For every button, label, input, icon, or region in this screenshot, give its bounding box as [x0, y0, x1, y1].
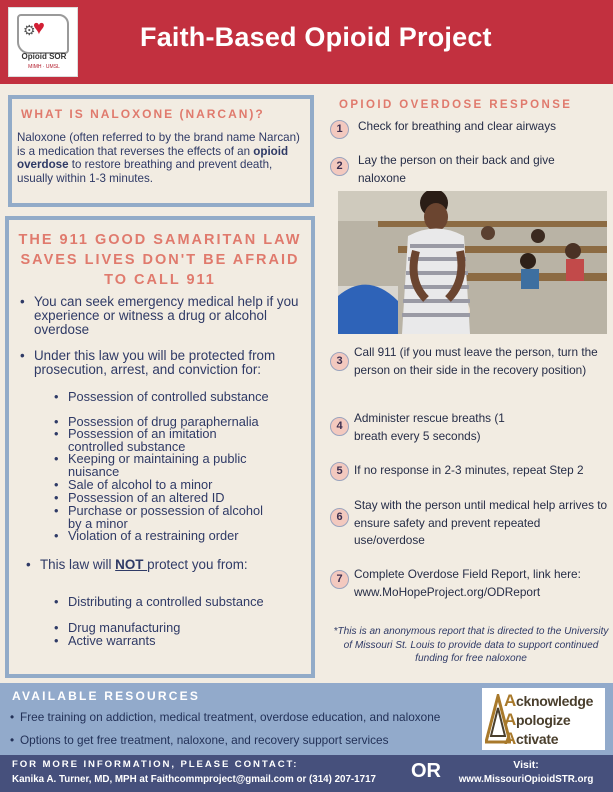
training-photo-illustration	[338, 191, 607, 334]
heading-line-2: SAVES LIVES DON'T BE AFRAID	[20, 252, 300, 268]
visit-label: Visit:	[513, 759, 539, 771]
naloxone-info-box	[8, 95, 314, 207]
not-suffix: protect you from:	[147, 557, 248, 572]
overdose-response-heading: OPIOID OVERDOSE RESPONSE	[339, 99, 573, 111]
list-item: • Free training on addiction, medical treatment, overdose education, and naloxone	[20, 711, 460, 723]
header-banner	[0, 0, 613, 84]
step-5-number: 5	[330, 462, 349, 481]
page-title: Faith-Based Opioid Project	[140, 22, 492, 52]
good-samaritan-heading	[9, 230, 311, 290]
list-item: • Drug manufacturing	[68, 622, 278, 635]
logo-text: Opioid SOR	[21, 52, 67, 61]
step-7-text: Complete Overdose Field Report, link here: www.MoHopeProject.org/ODReport	[354, 567, 581, 599]
contact-label: FOR MORE INFORMATION, PLEASE CONTACT:	[12, 759, 299, 770]
contact-footer	[0, 755, 613, 792]
aaa-word-activate	[504, 729, 558, 749]
list-item: • Possession of controlled substance	[68, 391, 278, 404]
contact-details: Kanika A. Turner, MD, MPH at Faithcommproject@gmail.com or (314) 207-1717	[12, 774, 376, 785]
heading-line-1: THE 911 GOOD SAMARITAN LAW	[18, 232, 302, 248]
step-2-text: Lay the person on their back and give naloxone	[358, 153, 555, 185]
aaa-word-apologize	[504, 710, 570, 730]
aaa-rest-1: cknowledge	[515, 693, 594, 709]
naloxone-text-end: to restore breathing and prevent death, usually within 1-3 minutes.	[17, 158, 273, 185]
resources-heading: AVAILABLE RESOURCES	[12, 689, 201, 703]
website-link[interactable]: www.MissouriOpioidSTR.org	[458, 774, 594, 785]
list-item: • Possession of an imitation controlled substance	[68, 428, 268, 453]
heart-icon: ♥	[33, 17, 45, 39]
step-2-number: 2	[330, 157, 349, 176]
step-5-text: If no response in 2-3 minutes, repeat Step 2	[354, 463, 584, 477]
step-3-number: 3	[330, 352, 349, 371]
acknowledge-apologize-activate-logo	[482, 688, 605, 750]
step-6-text: Stay with the person until medical help arrives to ensure safety and prevent repeated use/overdose	[354, 498, 608, 547]
list-item: • Active warrants	[68, 635, 278, 648]
step-1-number: 1	[330, 120, 349, 139]
list-item: • Keeping or maintaining a public nuisance	[68, 453, 278, 478]
list-item: • Possession of an altered ID	[68, 492, 278, 505]
list-item: • Possession of drug paraphernalia	[68, 416, 293, 429]
list-item: • Options to get free treatment, naloxone, and recovery support services	[20, 734, 460, 746]
bullet-seek-help: • You can seek emergency medical help if you experience or witness a drug or alcohol overdose	[34, 295, 304, 337]
heading-line-3: TO CALL 911	[104, 272, 216, 288]
aaa-cap-2: A	[504, 710, 516, 729]
aaa-rest-2: pologize	[515, 712, 571, 728]
naloxone-description	[17, 131, 304, 185]
naloxone-text-bold: opioid overdose	[17, 144, 289, 171]
not-word: NOT	[115, 557, 148, 572]
step-3-text: Call 911 (if you must leave the person, turn the person on their side in the recovery position)	[354, 345, 598, 377]
step-4-number: 4	[330, 417, 349, 436]
step-1-text: Check for breathing and clear airways	[358, 119, 557, 133]
naloxone-heading: WHAT IS NALOXONE (NARCAN)?	[21, 107, 265, 121]
not-prefix: This law will	[40, 557, 116, 572]
list-item: • Violation of a restraining order	[68, 530, 293, 543]
step-7-number: 7	[330, 570, 349, 589]
logo-subtext: MIMH · UMSL	[28, 64, 60, 70]
step-4-text: Administer rescue breaths (1 breath every 5 seconds)	[354, 411, 505, 443]
anonymous-report-note: *This is an anonymous report that is directed to the University of Missouri St. Louis to provide data to support continued funding for free naloxone	[333, 626, 609, 664]
good-samaritan-box	[5, 216, 315, 678]
or-divider: OR	[411, 760, 441, 782]
naloxone-text-start: Naloxone (often referred to by the brand name Narcan) is a medication that reverses the effects of an	[17, 131, 300, 158]
aaa-cap-1: A	[504, 691, 516, 710]
list-item: • Distributing a controlled substance	[68, 596, 268, 609]
bullet-protected-from: • Under this law you will be protected from prosecution, arrest, and conviction for:	[34, 349, 299, 377]
gear-icon: ⚙	[23, 22, 36, 38]
list-item: • Sale of alcohol to a minor	[68, 479, 278, 492]
list-item: • Purchase or possession of alcohol by a minor	[68, 505, 268, 530]
aaa-word-acknowledge	[504, 691, 593, 711]
aaa-cap-3: A	[504, 729, 516, 748]
step-6-number: 6	[330, 508, 349, 527]
opioid-sor-logo	[8, 7, 78, 77]
training-photo	[338, 191, 607, 334]
bullet-not-protect	[40, 558, 300, 572]
aaa-rest-3: ctivate	[515, 731, 559, 747]
